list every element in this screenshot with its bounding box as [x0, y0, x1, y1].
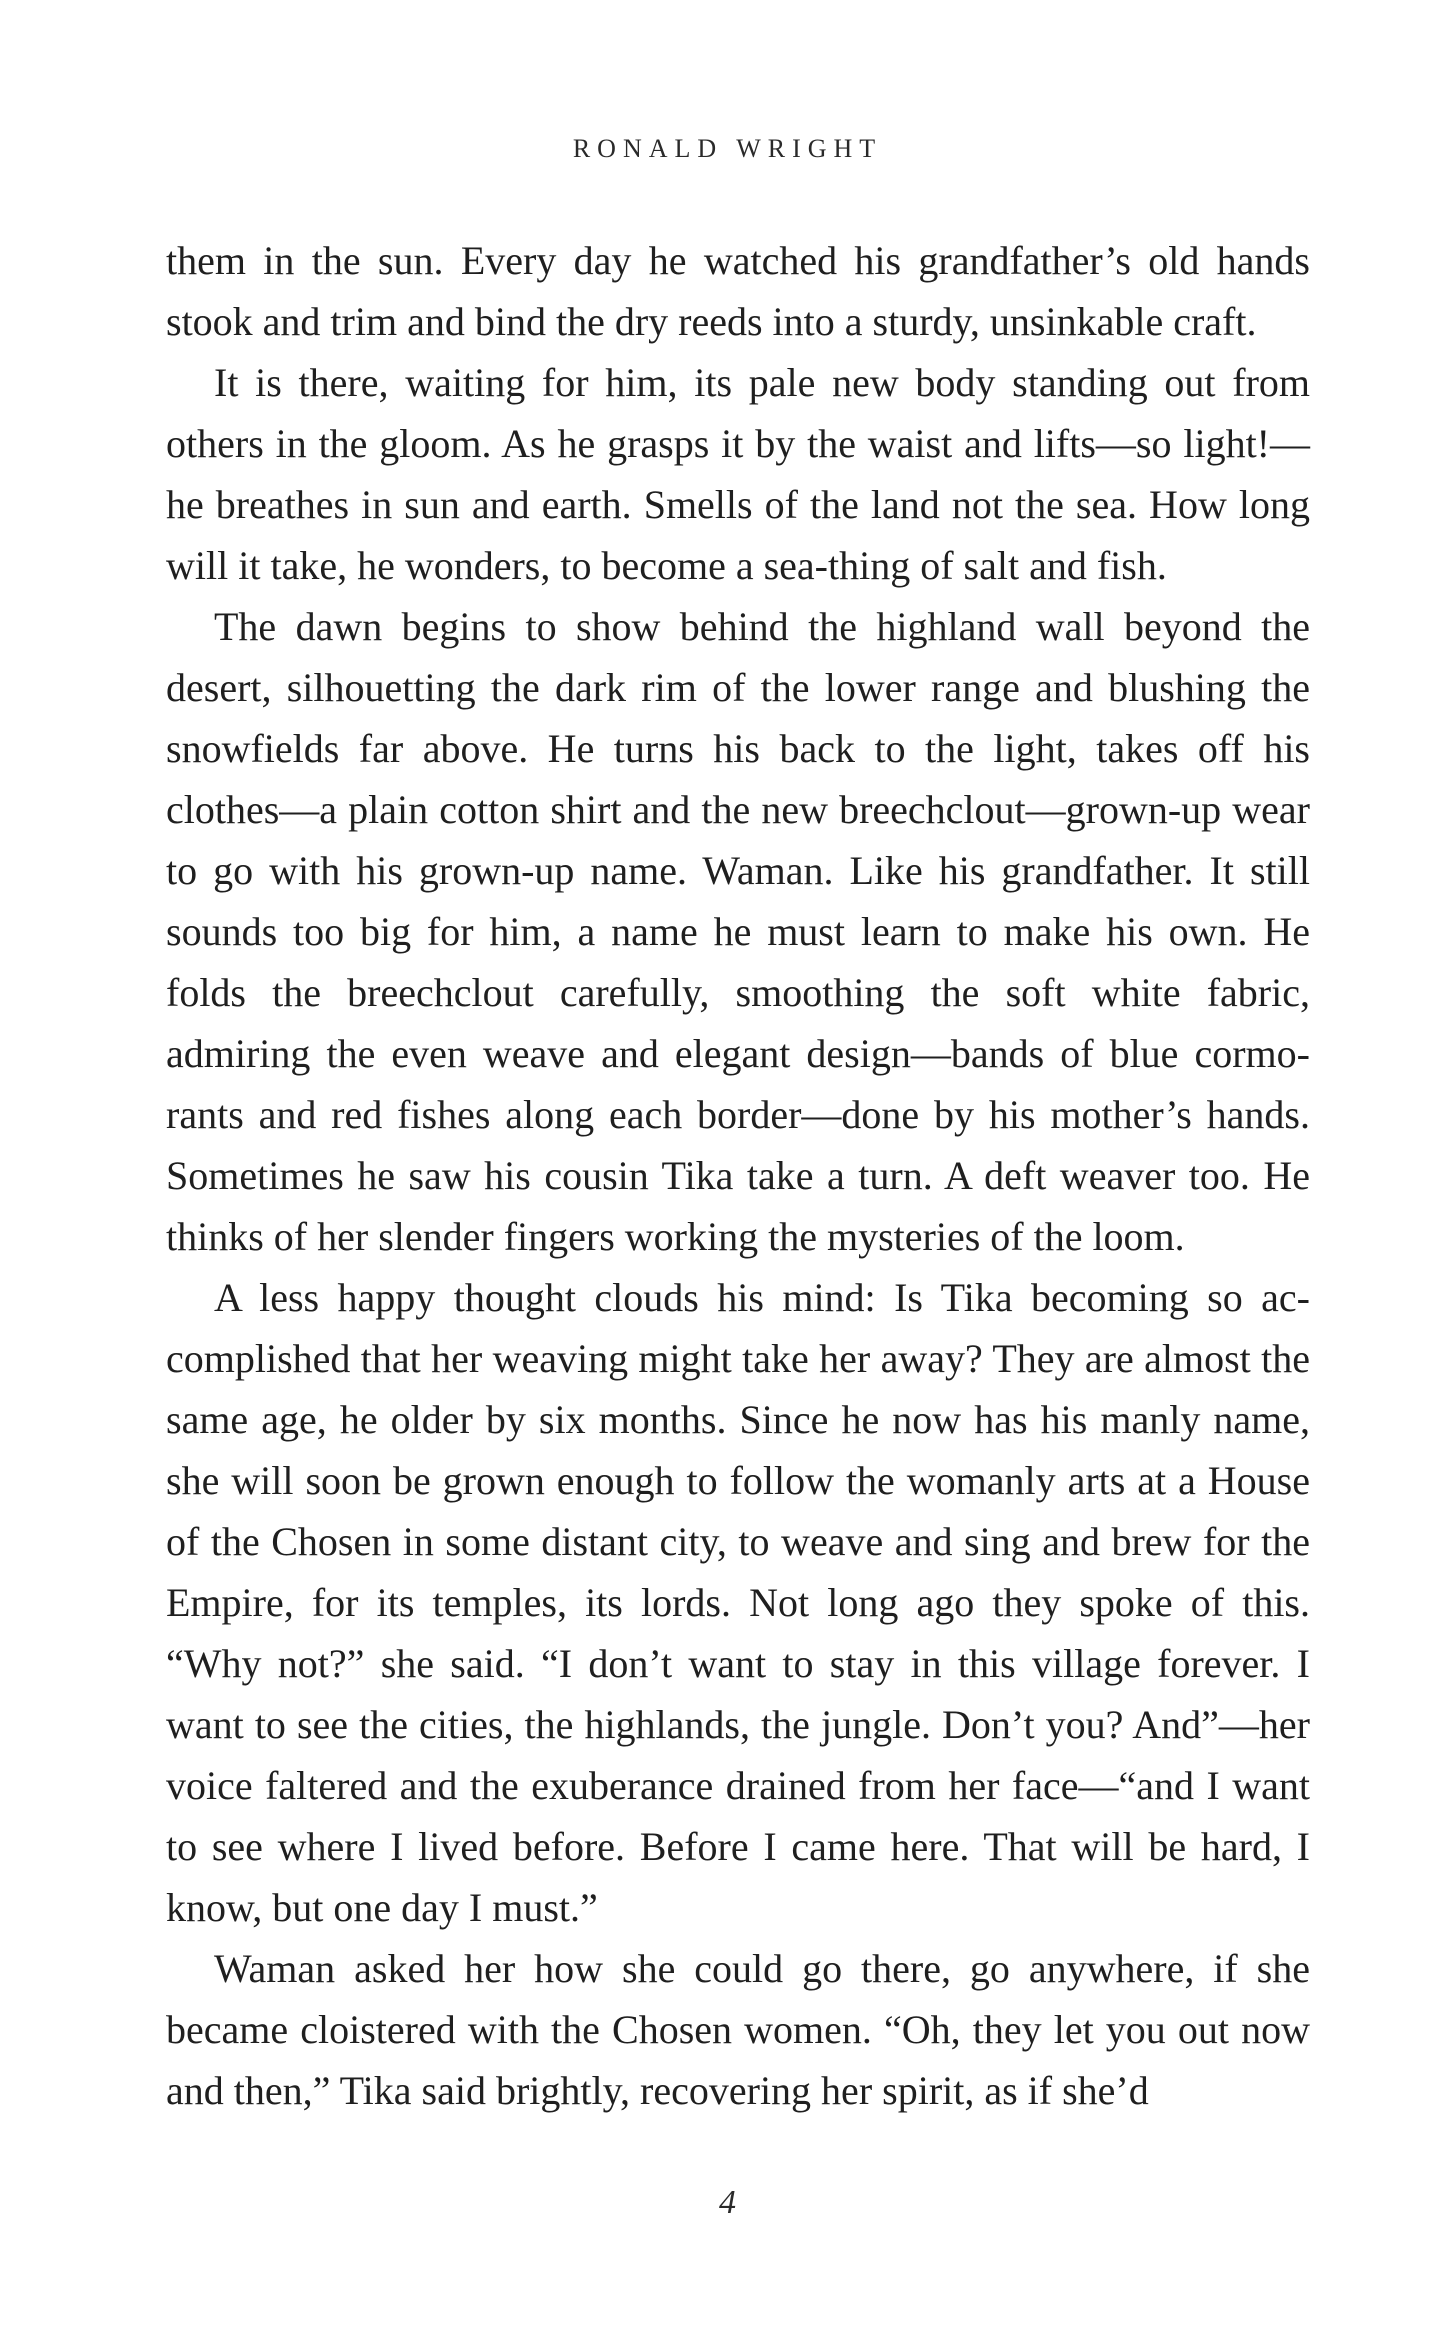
paragraph-2: It is there, waiting for him, its pale new body standing out from others in the gloom. As he grasps it by the waist and lifts—so light!—he breathes in sun and earth. Smells of the land not the sea. How long will it take, he wonders, to become a sea-thing of salt and fish. — [166, 360, 1310, 588]
paragraph-5: Waman asked her how she could go there, go anywhere, if she became cloistered with the Chosen women. “Oh, they let you out now and then,” Tika said brightly, recovering her spirit, as if she’d — [166, 1946, 1310, 2113]
paragraph-4: A less happy thought clouds his mind: Is Tika becoming so accomplished that her weaving might take her away? They are almost the same age, he older by six months. Since he now has his manly name, she will soon be grown enough to follow the womanly arts at a House of the Chosen in some distant city, to weave and sing and brew for the Empire, for its temples, its lords. Not long ago they spoke of this. “Why not?” she said. “I don’t want to stay in this village forever. I want to see the cities, the highlands, the jungle. Don’t you? And”—her voice faltered and the exuberance drained from her face—“and I want to see where I lived before. Before I came here. That will be hard, I know, but one day I must.” — [166, 1275, 1310, 1930]
paragraph-1: them in the sun. Every day he watched his grandfather’s old hands stook and trim and bind the dry reeds into a sturdy, unsinkable craft. — [166, 238, 1310, 344]
paragraph-3: The dawn begins to show behind the highland wall beyond the desert, silhouetting the dark rim of the lower range and blushing the snowfields far above. He turns his back to the light, takes off his clothes—a plain cotton shirt and the new breechclout—grown-up wear to go with his grown-up name. Waman. Like his grandfather. It still sounds too big for him, a name he must learn to make his own. He folds the breechclout carefully, smoothing the soft white fabric, admiring the even weave and elegant design—bands of blue cormorants and red fishes along each border—done by his mother’s hands. Sometimes he saw his cousin Tika take a turn. A deft weaver too. He thinks of her slender fingers working the mysteries of the loom. — [166, 604, 1310, 1259]
page-number: 4 — [719, 2184, 736, 2221]
body-text — [166, 230, 1310, 2121]
running-head: RONALD WRIGHT — [572, 134, 883, 163]
